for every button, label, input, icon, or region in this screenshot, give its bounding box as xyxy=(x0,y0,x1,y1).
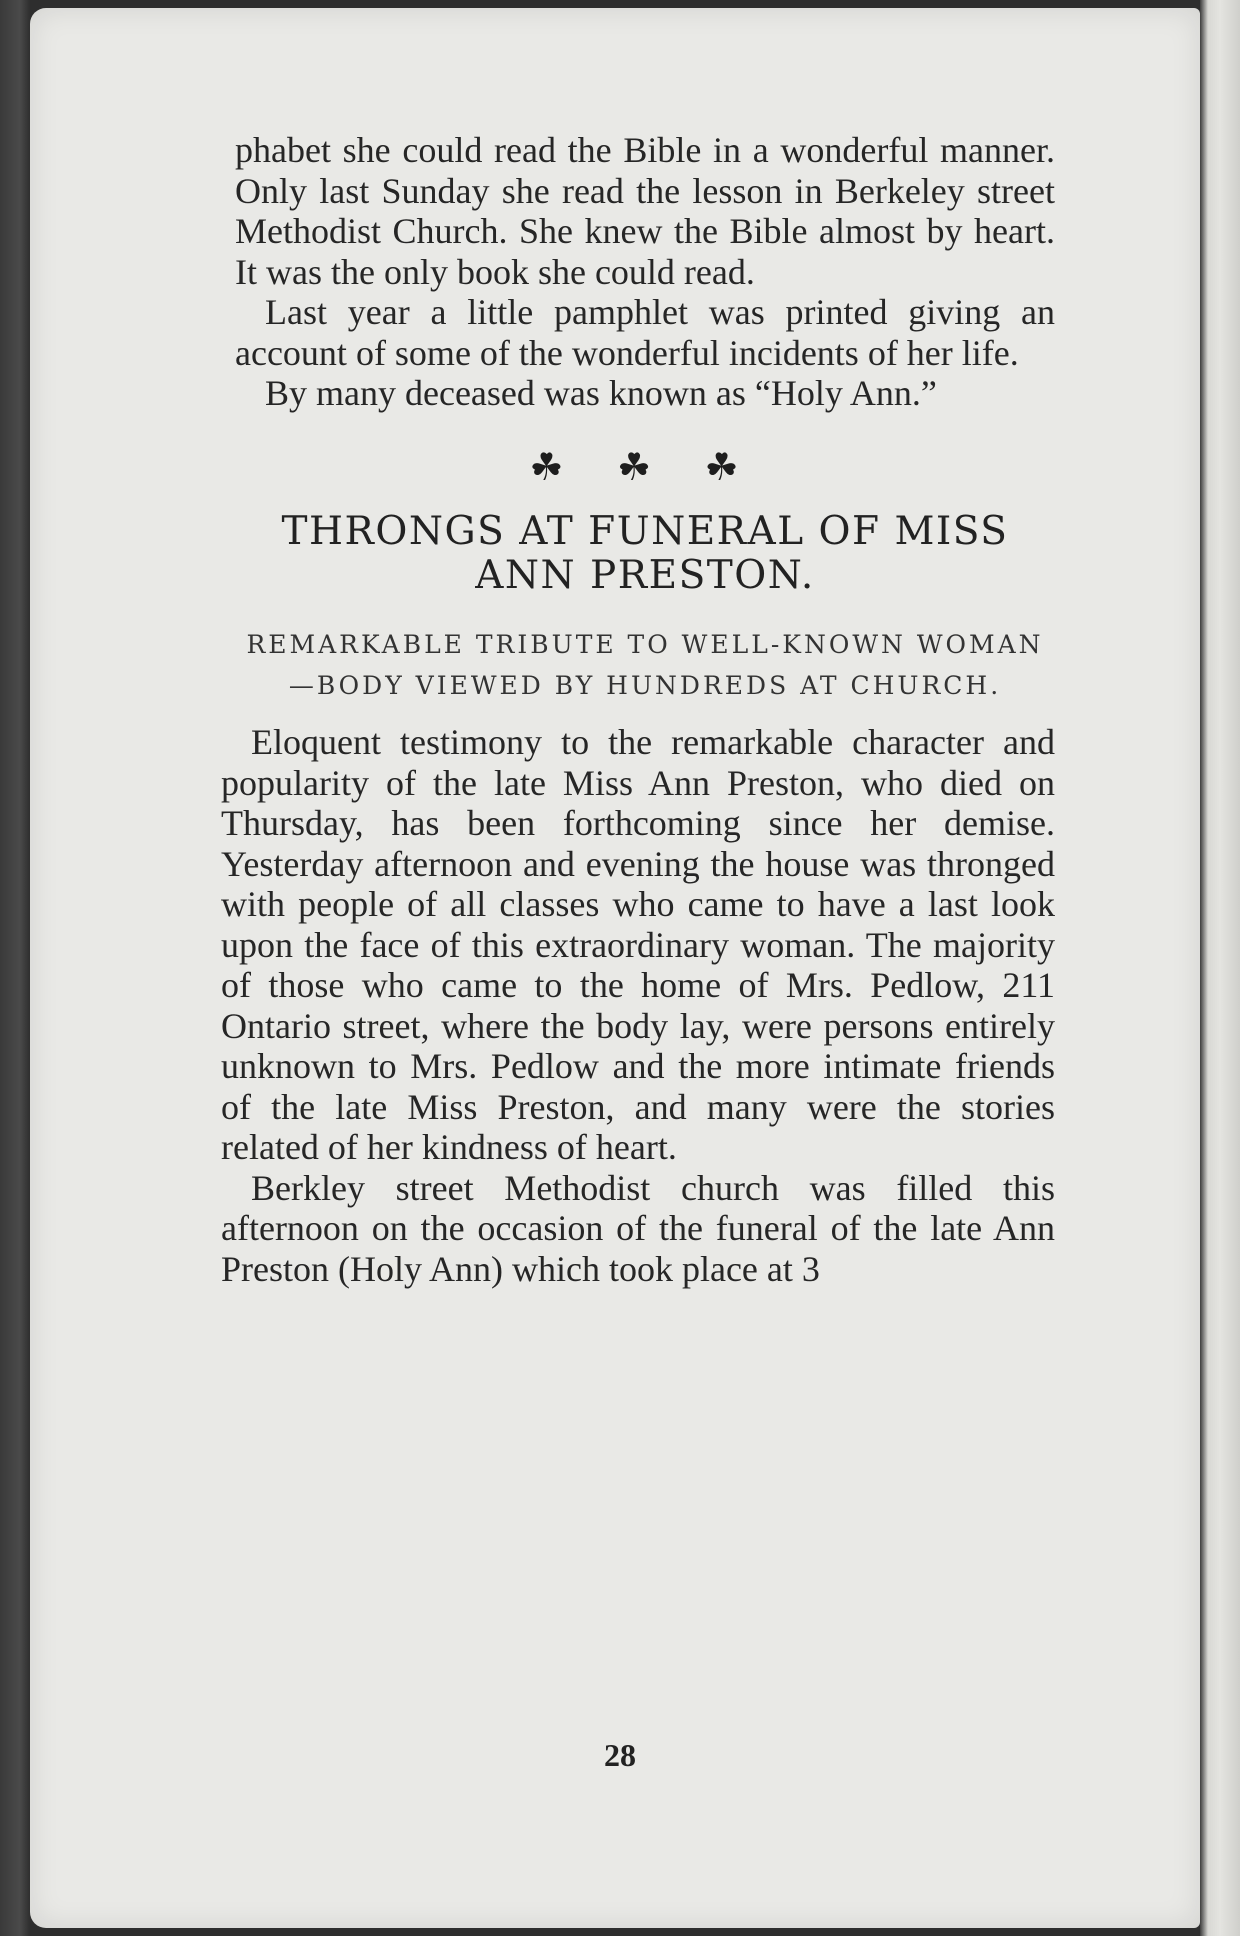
article-paragraph-2: Berkley street Methodist church was filled this afternoon on the occasion of the funeral of the late Ann Preston (Holy Ann) which took place at 3 xyxy=(221,1167,1055,1289)
article-subheadline: REMARKABLE TRIBUTE TO WELL-KNOWN WOMAN—BODY VIEWED BY HUNDREDS AT CHURCH. xyxy=(246,630,1044,700)
article-body xyxy=(221,722,1055,1289)
article-paragraph-1: Eloquent testimony to the remarkable character and popularity of the late Miss Ann Preston, who died on Thursday, has been forthcoming since her demise. Yesterday afternoon and evening the house was thronged with people of all classes who came to have a last look upon the face of this extraordinary woman. The majority of those who came to the home of Mrs. Pedlow, 211 Ontario street, where the body lay, were persons entirely unknown to Mrs. Pedlow and the more intimate friends of the late Miss Preston, and many were the stories related of her kindness of heart. xyxy=(221,722,1055,1167)
adjacent-page-edge xyxy=(1200,0,1240,1936)
paragraph-holy-ann: By many deceased was known as “Holy Ann.” xyxy=(265,373,937,413)
section-ornament: ☘ ☘ ☘ xyxy=(529,446,761,489)
article-headline: THRONGS AT FUNERAL OF MISS ANN PRESTON. xyxy=(281,509,1009,598)
page-number: 28 xyxy=(604,1737,636,1773)
page-text-block xyxy=(221,130,1055,1289)
paragraph-continuation: phabet she could read the Bible in a wonderful manner. Only last Sunday she read the lesson in Berkeley street Methodist Church. She knew the Bible almost by heart. It was the only book she could read. xyxy=(235,130,1055,292)
paragraph-pamphlet: Last year a little pamphlet was printed giving an account of some of the wonderful incidents of her life. xyxy=(235,292,1055,373)
